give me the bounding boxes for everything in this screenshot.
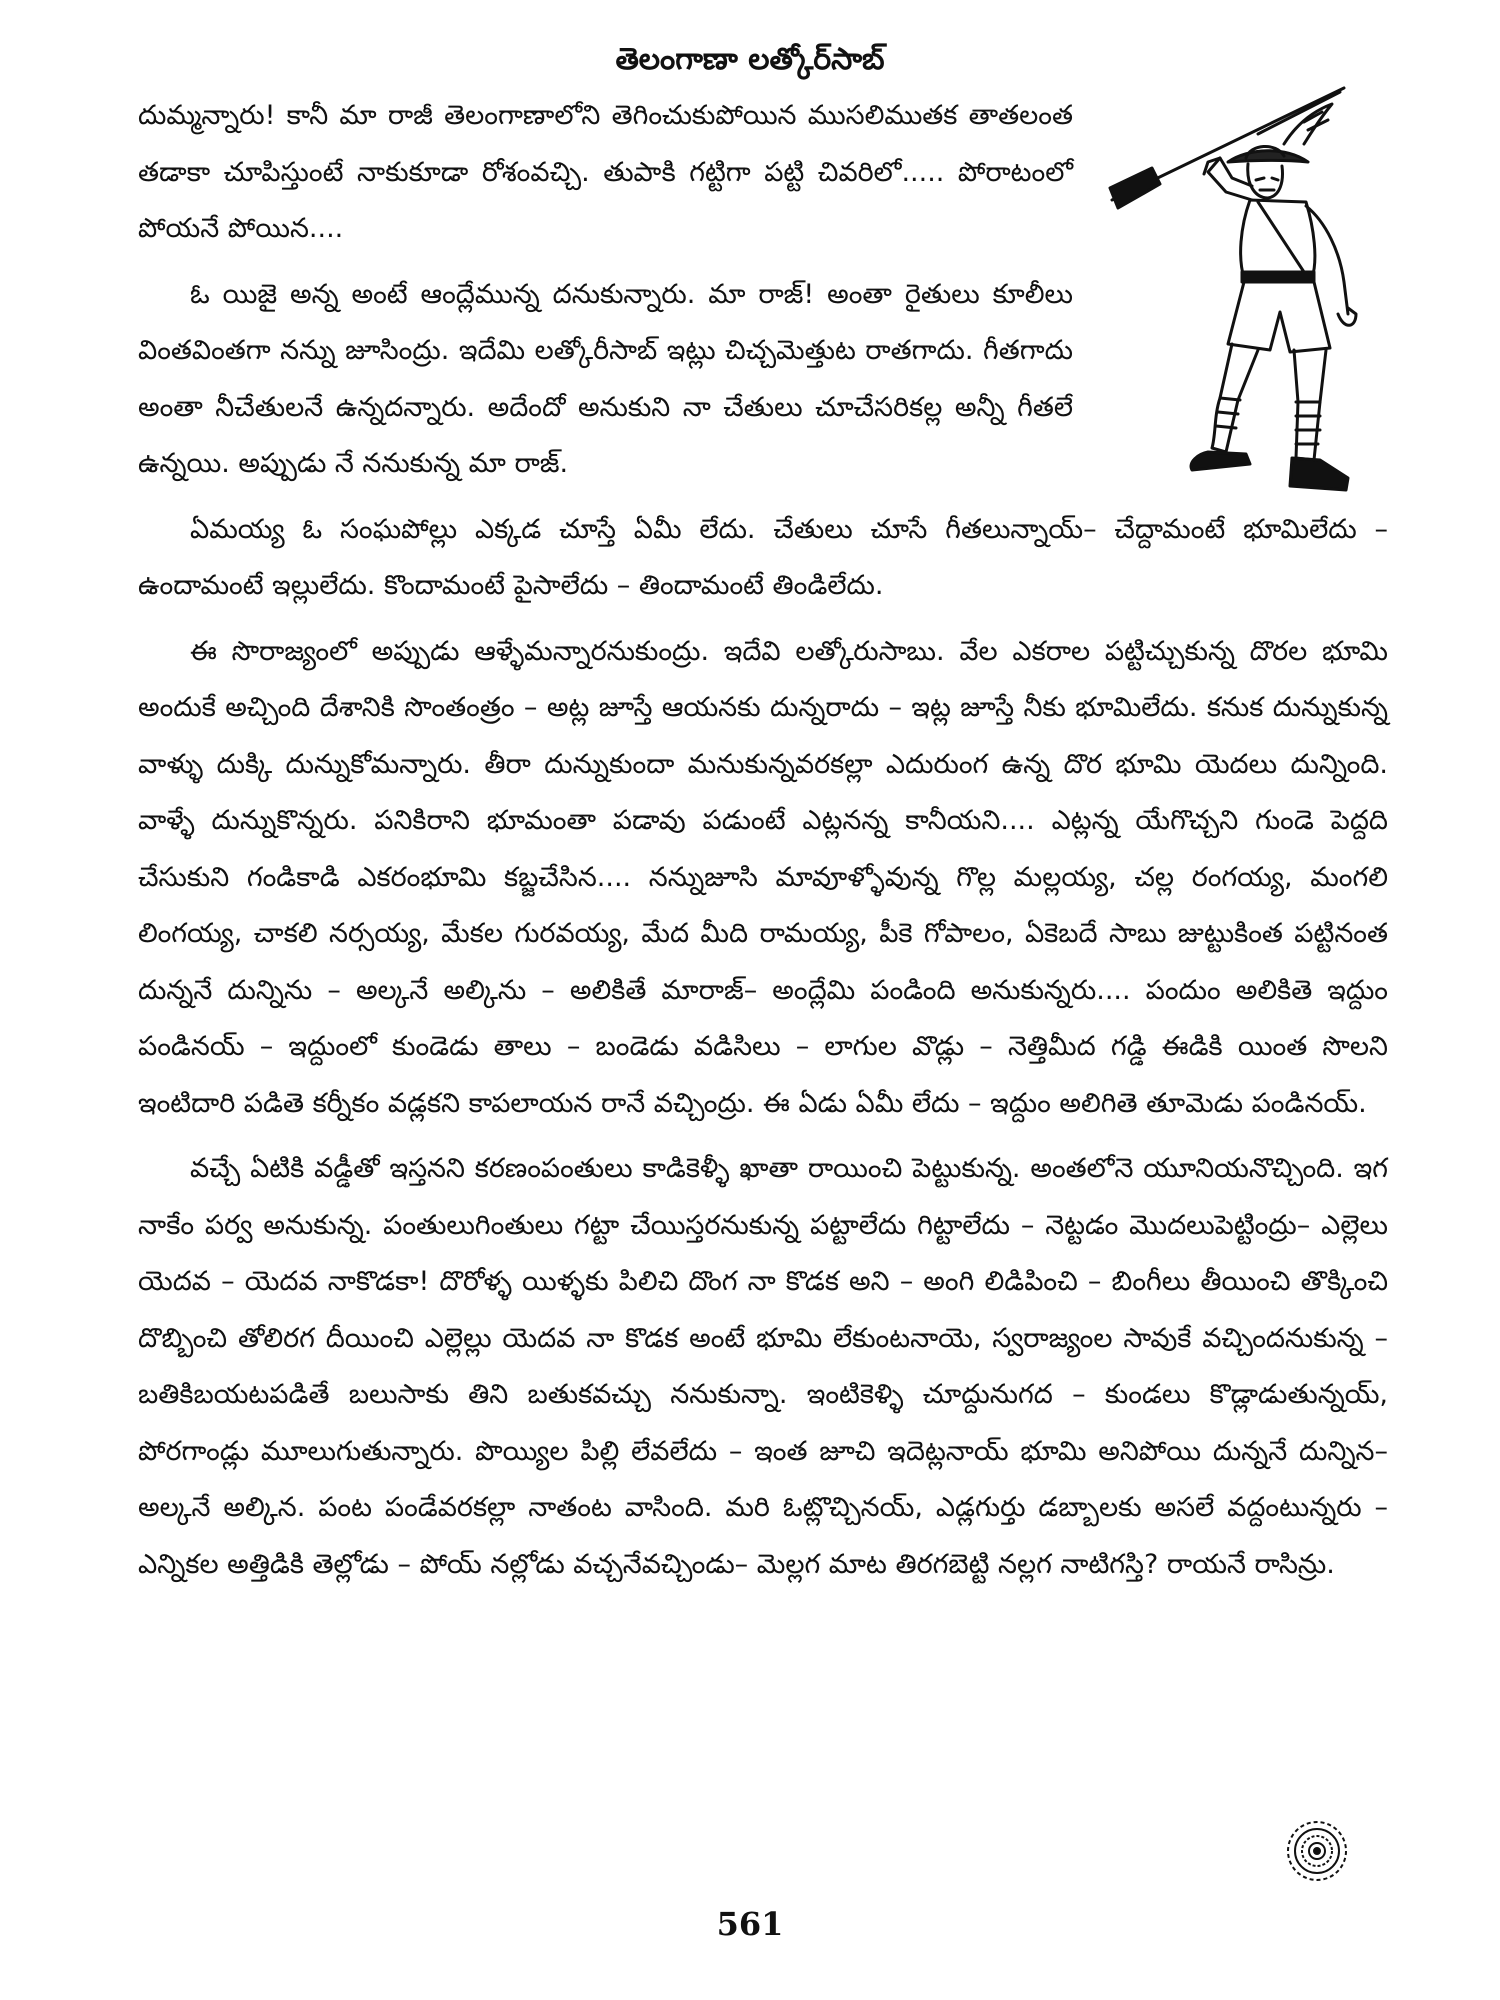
- paragraph: వచ్చే ఏటికి వడ్డీతో ఇస్తనని కరణంపంతులు కాడికెళ్ళీ ఖాతా రాయించి పెట్టుకున్న. అంతలోనె యూనియనొచ్చింది. ఇగ నాకేం పర్వ అనుకున్న. పంతులుగింతులు గట్టా చేయిస్తరనుకున్న పట్టాలేదు గిట్టాలేదు – నెట్టడం మొదలుపెట్టింద్రు– ఎల్లెలు యెదవ – యెదవ నాకొడకా! దొరోళ్ళ యిళ్ళకు పిలిచి దొంగ నా కొడక అని – అంగి లిడిపించి – బింగీలు తీయించి తొక్కించి దొబ్బించి తోలిరగ దీయించి ఎల్లెల్లు యెదవ నా కొడక అంటే భూమి లేకుంటనాయె, స్వరాజ్యంల సావుకే వచ్చిందనుకున్న – బతికిబయటపడితే బలుసాకు తిని బతుకవచ్చు ననుకున్నా. ఇంటికెళ్ళి చూద్దునుగద – కుండలు కొడ్లాడుతున్నయ్, పోరగాండ్లు మూలుగుతున్నారు. పొయ్యిల పిల్లి లేవలేదు – ఇంత జూచి ఇదెట్లనాయ్ భూమి అనిపోయి దున్ననే దున్నిన– అల్కనే అల్కిన. పంట పండేవరకల్లా నాతంట వాసింది. మరి ఓట్లొచ్చినయ్, ఎడ్లగుర్తు డబ్బాలకు అసలే వద్దంటున్నరు – ఎన్నికల అత్తిడికి తెల్లోడు – పోయ్ నల్లోడు వచ్చనేవచ్చిండు– మెల్లగ మాట తిరగబెట్టి నల్లగ నాటిగస్తి? రాయనే రాసిన్రు.: [138, 1153, 1388, 1580]
- page-title: తెలంగాణా లత్కోర్‌సాబ్: [615, 42, 885, 77]
- paragraph: ఈ సొరాజ్యంలో అప్పుడు ఆళ్ళేమన్నారనుకుంద్రు. ఇదేవి లత్కోరుసాబు. వేల ఎకరాల పట్టిచ్చుకున్న దొరల భూమి అందుకే అచ్చింది దేశానికి సొంతంత్రం – అట్ల జూస్తే ఆయనకు దున్నరాదు – ఇట్ల జూస్తే నీకు భూమిలేదు. కనుక దున్నుకున్న వాళ్ళు దుక్కి దున్నుకోమన్నారు. తీరా దున్నుకుందా మనుకున్నవరకల్లా ఎదురుంగ ఉన్న దొర భూమి యెదలు దున్నింది. వాళ్ళే దున్నుకొన్నరు. పనికిరాని భూమంతా పడావు పడుంటే ఎట్లనన్న కానీయని.... ఎట్లన్న యేగొచ్చని గుండె పెద్దది చేసుకుని గండికాడి ఎకరంభూమి కబ్జచేసిన.... నన్నుజూసి మావూళ్ళోవున్న గొల్ల మల్లయ్య, చల్ల రంగయ్య, మంగలి లింగయ్య, చాకలి నర్సయ్య, మేకల గురవయ్య, మేద మీది రామయ్య, పీకె గోపాలం, ఏకెబదే సాబు జుట్టుకింత పట్టినంత దున్ననే దున్నిను – అల్కనే అల్కిను – అలికితే మారాజ్– అంద్లేమి పండింది అనుకున్నరు.... పందుం అలికితె ఇద్దుం పండినయ్ – ఇద్దుంలో కుండెడు తాలు – బండెడు వడిసిలు – లాగుల వొడ్లు – నెత్తిమీద గడ్డి ఈడికి యింత సొలని ఇంటిదారి పడితె కర్నీకం వడ్లకని కాపలాయన రానే వచ్చింద్రు. ఈ ఏడు ఏమీ లేదు – ఇద్దుం అలిగితె తూమెడు పండినయ్.: [138, 635, 1388, 1119]
- page-number: 561: [716, 1905, 784, 1943]
- paragraph: ఏమయ్య ఓ సంఘపోల్లు ఎక్కడ చూస్తే ఏమీ లేదు. చేతులు చూసే గీతలున్నాయ్– చేద్దామంటే భూమిలేదు – ఉందామంటే ఇల్లులేదు. కొందామంటే పైసాలేదు – తిందామంటే తిండిలేదు.: [138, 513, 1388, 601]
- flower-ornament-icon: [1284, 1818, 1350, 1884]
- body-text: [138, 88, 1388, 1593]
- paragraph: ఓ యిజై అన్న అంటే ఆంద్లేమున్న దనుకున్నారు. మా రాజ్! అంతా రైతులు కూలీలు వింతవింతగా నన్ను జూసింద్రు. ఇదేమి లత్కోరీసాబ్ ఇట్లు చిచ్చమెత్తుట రాతగాదు. గీతగాదు అంతా నీచేతులనే ఉన్నదన్నారు. అదేందో అనుకుని నా చేతులు చూచేసరికల్ల అన్నీ గీతలే ఉన్నయి. అప్పుడు నే ననుకున్న మా రాజ్.: [138, 278, 1073, 479]
- paragraph: దుమ్మన్నారు! కానీ మా రాజీ తెలంగాణాలోని తెగించుకుపోయిన ముసలిముతక తాతలంత తడాకా చూపిస్తుంటే నాకుకూడా రోశంవచ్చి. తుపాకి గట్టిగా పట్టి చివరిలో..... పోరాటంలో పోయనే పోయిన....: [138, 100, 1073, 244]
